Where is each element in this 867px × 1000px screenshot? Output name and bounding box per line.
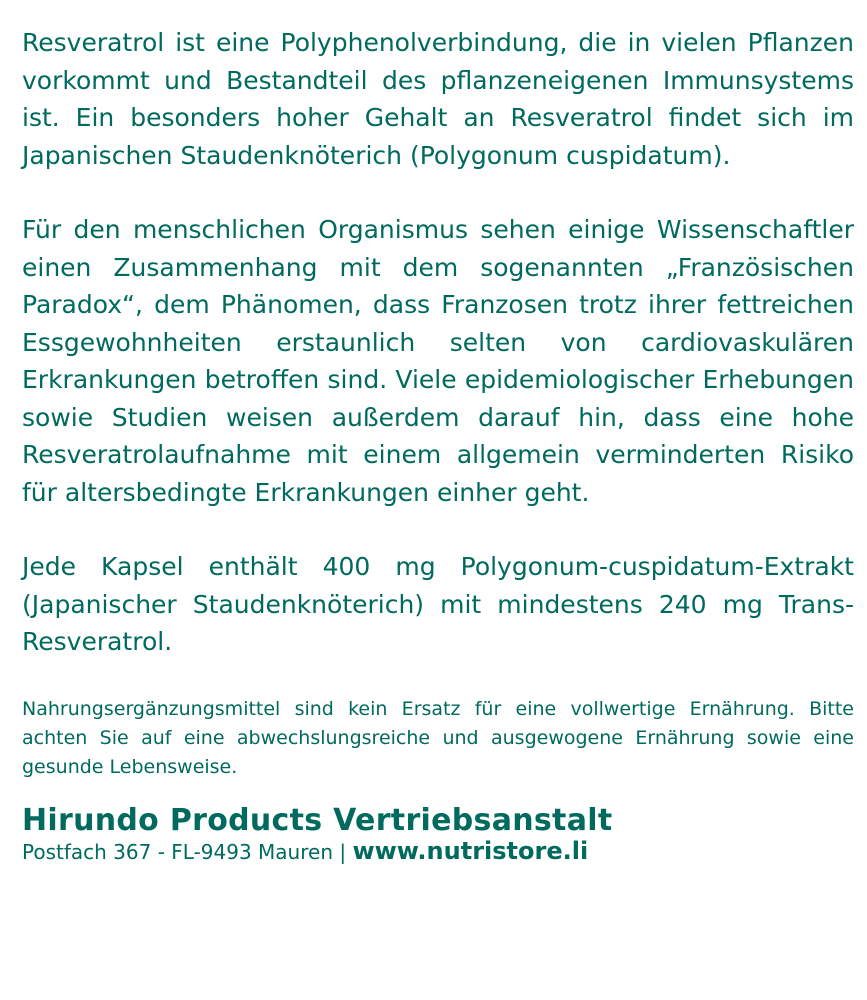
product-description (22, 24, 854, 865)
postal-address: Postfach 367 - FL-9493 Mauren | (22, 839, 347, 864)
website-link[interactable]: www.nutristore.li (352, 836, 589, 865)
company-address-line (22, 838, 854, 865)
company-name: Hirundo Products Vertriebsanstalt (22, 802, 613, 838)
intro-paragraph: Resveratrol ist eine Polyphenolverbindung, die in vielen Pflanzen vorkommt und Bestandteil des pflanzeneigenen Immunsystems ist. Ein besonders hoher Gehalt an Resveratrol findet sich im Japanischen Staudenknöterich (Polygonum cuspidatum). (22, 28, 854, 170)
research-paragraph: Für den menschlichen Organismus sehen einige Wissenschaftler einen Zusammenhang mit dem sogenannten „Französischen Paradox“, dem Phänomen, dass Franzosen trotz ihrer fettreichen Essgewohnheiten erstaunlich selten von cardiovaskulären Erkrankungen betroffen sind. Viele epidemiologischer Erhebungen sowie Studien weisen außerdem darauf hin, dass eine hohe Resveratrolaufnahme mit einem allgemein verminderten Risiko für altersbedingte Erkrankungen einher geht. (22, 215, 854, 507)
disclaimer-note: Nahrungsergänzungsmittel sind kein Ersatz für eine vollwertige Ernährung. Bitte achten Sie auf eine abwechslungsreiche und ausgewogene Ernährung sowie eine gesunde Lebensweise. (22, 697, 854, 778)
dosage-paragraph: Jede Kapsel enthält 400 mg Polygonum-cuspidatum-Extrakt (Japanischer Staudenknöterich) mit mindestens 240 mg Trans-Resveratrol. (22, 552, 854, 656)
